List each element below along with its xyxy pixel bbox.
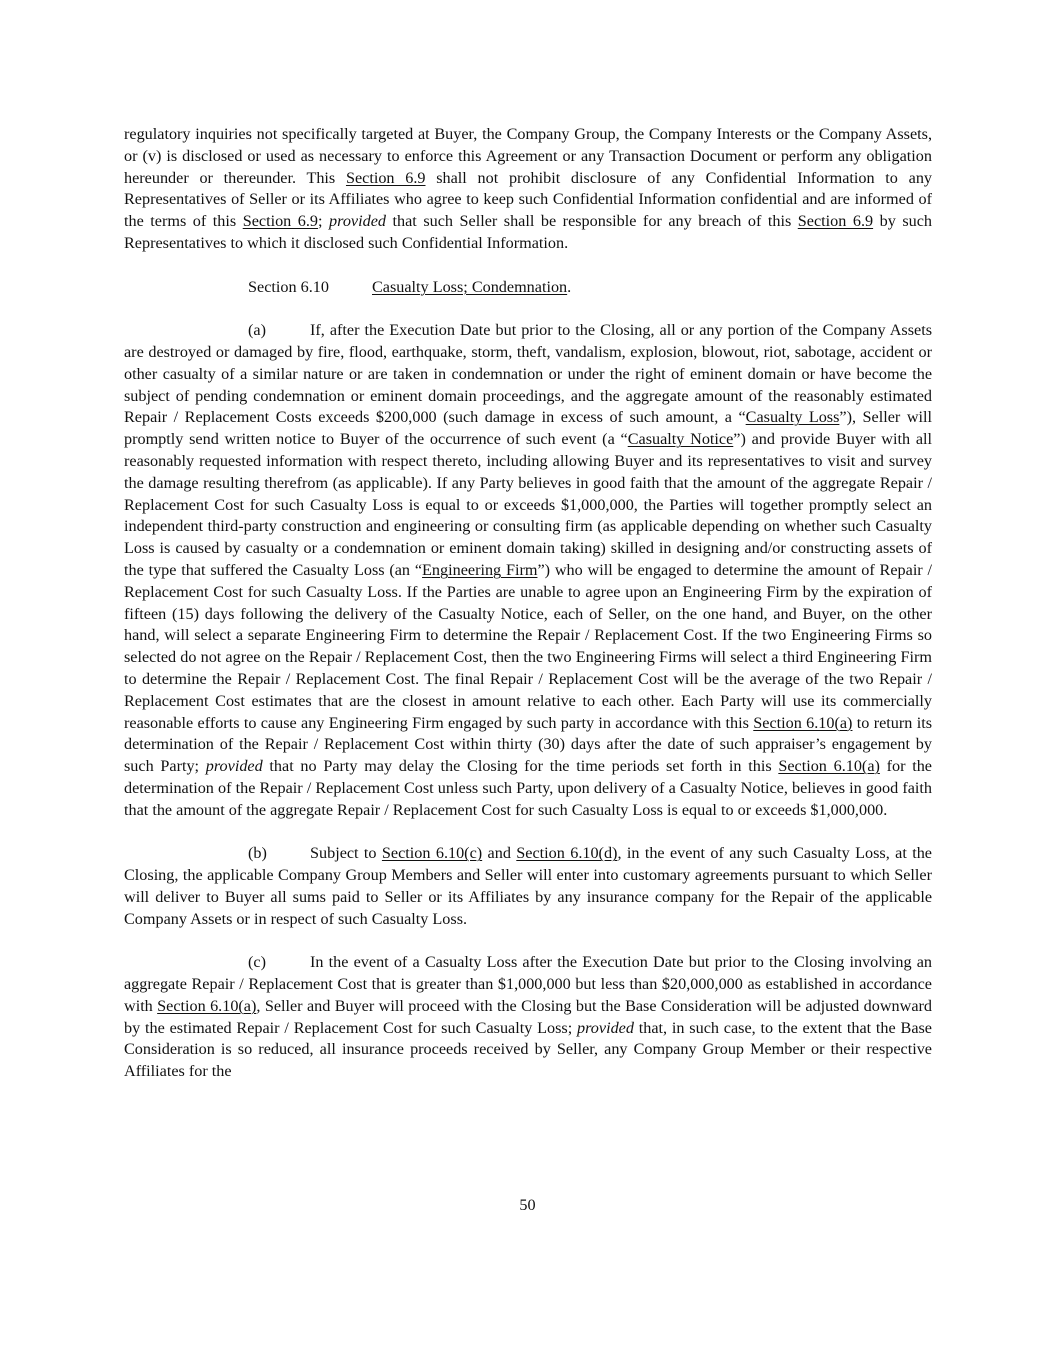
paragraph-label: (c) — [248, 953, 266, 972]
paragraph-confidentiality-carryover: regulatory inquiries not specifically targeted at Buyer, the Company Group, the Company Interests or the Company Assets, or (v) is disclosed or used as necessary to enforce this Agreement or any Transaction Document or perform any obligation hereunder or thereunder. This Section 6.9 shall not prohibit disclosure of any Confidential Information to any Representatives of Seller or its Affiliates who agree to keep such Confidential Information confidential and are informed of the terms of this Section 6.9; provided that such Seller shall be responsible for any breach of this Section 6.9 by such Representatives to which it disclosed such Confidential Information. — [124, 125, 933, 252]
section-title: Casualty Loss; Condemnation — [372, 277, 568, 296]
cross-reference: Section 6.10(d) — [516, 844, 618, 863]
cross-reference: Section 6.9 — [242, 212, 319, 231]
emphasis: provided — [205, 757, 263, 776]
defined-term: Engineering Firm — [422, 560, 538, 579]
paragraph-a: (a) If, after the Execution Date but prior to the Closing, all or any portion of the Company Assets are destroyed or damaged by fire, flood, earthquake, storm, theft, vandalism, explosion, blowout, riot, sabotage, accident or other casualty of a similar nature or are taken in condemnation or under the right of eminent domain or have become the subject of pending condemnation or eminent domain proceedings, and the aggregate amount of the reasonably estimated Repair / Replacement Costs exceeds $200,000 (such damage in excess of such amount, a “Casualty Loss”), Seller will promptly send written notice to Buyer of the occurrence of such event (a “Casualty Notice”) and provide Buyer with all reasonably requested information with respect thereto, including allowing Buyer and its representatives to visit and survey the damage resulting therefrom (as applicable). If any Party believes in good faith that the amount of the aggregate Repair / Replacement Cost for such Casualty Loss is equal to or exceeds $1,000,000, the Parties will together promptly select an independent third-party construction and engineering or consulting firm (as applicable depending on whether such Casualty Loss is caused by casualty or a condemnation or eminent domain taking) skilled in designing and/or constructing assets of the type that suffered the Casualty Loss (an “Engineering Firm”) who will be engaged to determine the amount of Repair / Replacement Cost for such Casualty Loss. If the Parties are unable to agree upon an Engineering Firm by the expiration of fifteen (15) days following the delivery of the Casualty Notice, each of Seller, on the one hand, and Buyer, on the other hand, will select a separate Engineering Firm to determine the Repair / Replacement Cost. If the two Engineering Firms so selected do not agree on the Repair / Replacement Cost, then the two Engineering Firms will select a third Engineering Firm to determine the Repair / Replacement Cost. The final Repair / Replacement Cost will be the average of the two Repair / Replacement Cost estimates that are the closest in amount relative to each other. Each Party will use its commercially reasonable efforts to cause any Engineering Firm engaged by such party in accordance with this Section 6.10(a) to return its determination of the Repair / Replacement Cost within thirty (30) days after the date of such appraiser’s engagement by such Party; provided that no Party may delay the Closing for the time periods set forth in this Section 6.10(a) for the determination of the Repair / Replacement Cost unless such Party, upon delivery of a Casualty Notice, believes in good faith that the amount of the aggregate Repair / Replacement Cost for such Casualty Loss is equal to or exceeds $1,000,000. — [124, 321, 933, 819]
cross-reference: Section 6.10(a) — [157, 996, 257, 1015]
page-number: 50 — [519, 1196, 536, 1214]
document-page — [124, 124, 932, 1083]
paragraph-b: (b) Subject to Section 6.10(c) and Section 6.10(d), in the event of any such Casualty Loss, at the Closing, the applicable Company Group Members and Seller will enter into customary agreements pursuant to which Seller will deliver to Buyer all sums paid to Seller or its Affiliates by any insurance company for the Repair of the applicable Company Assets or in respect of such Casualty Loss. — [124, 844, 932, 928]
defined-term: Casualty Notice — [627, 430, 734, 449]
cross-reference: Section 6.9 — [345, 168, 426, 187]
cross-reference: Section 6.10(a) — [778, 757, 880, 776]
defined-term: Casualty Loss — [745, 408, 840, 427]
paragraph-label: (b) — [248, 844, 267, 863]
section-number: Section 6.10 — [248, 277, 329, 296]
emphasis: provided — [577, 1018, 634, 1037]
emphasis: provided — [329, 212, 386, 231]
section-heading: Section 6.10 Casualty Loss; Condemnation. — [124, 277, 932, 299]
paragraph-label: (a) — [248, 321, 266, 340]
paragraph-c: (c) In the event of a Casualty Loss after the Execution Date but prior to the Closing involving an aggregate Repair / Replacement Cost that is greater than $1,000,000 but less than $20,000,000 as established in accordance with Section 6.10(a), Seller and Buyer will proceed with the Closing but the Base Consideration will be adjusted downward by the estimated Repair / Replacement Cost for such Casualty Loss; provided that, in such case, to the extent that the Base Consideration is so reduced, all insurance proceeds received by Seller, any Company Group Member or their respective Affiliates for the — [124, 953, 932, 1081]
cross-reference: Section 6.10(c) — [381, 844, 483, 863]
cross-reference: Section 6.9 — [797, 212, 874, 231]
cross-reference: Section 6.10(a) — [753, 713, 853, 732]
